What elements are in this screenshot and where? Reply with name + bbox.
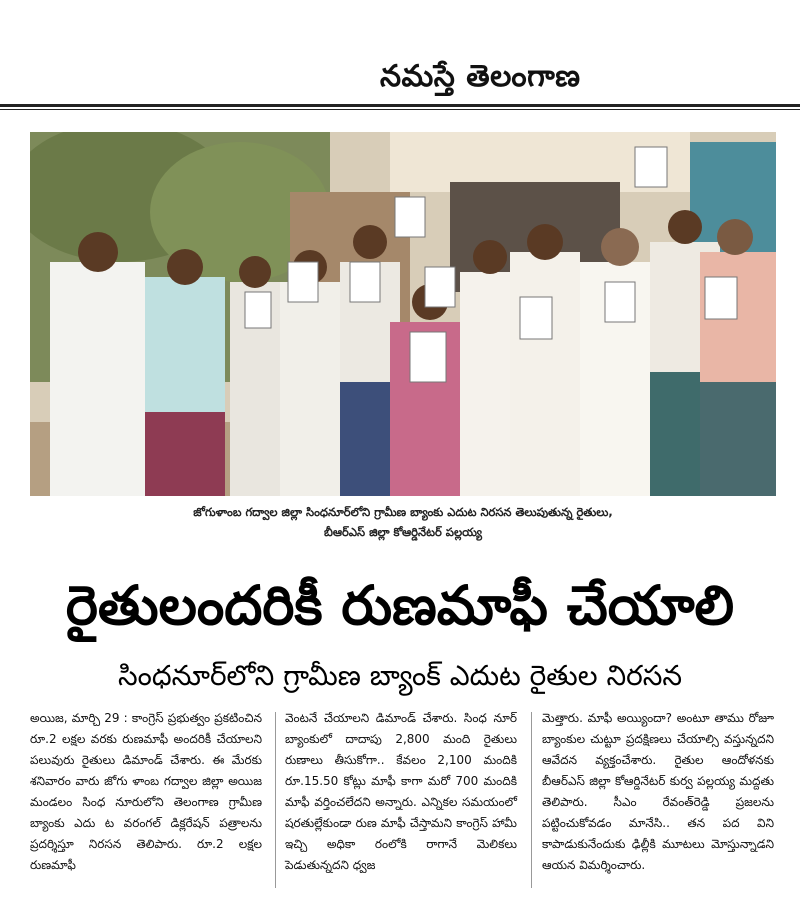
column-divider	[531, 712, 532, 888]
article-column-2-text: వెంటనే చేయాలని డిమాండ్‌ చేశారు. సింధ నూర్‌ బ్యాంకులో దాదాపు 2,800 మంది రైతులు రుణాలు తీసుకోగా.. కేవలం 2,100 మందికి రూ.15.50 కోట్లు మాఫీ కాగా మరో 700 మందికి మాఫీ వర్తించలేదని అన్నారు. ఎన్నికల సమయంలో షరతుల్లేకుండా రుణ మాఫీ చేస్తామని కాంగ్రెస్‌ హామీ ఇచ్చి అధికా రంలోకి రాగానే మెలికలు పెడుతున్నదని ధ్వజ	[285, 711, 517, 872]
article-column-3-text: మెత్తారు. మాఫీ అయ్యిందా? అంటూ తాము రోజూ బ్యాంకుల చుట్టూ ప్రదక్షిణలు చేయాల్సి వస్తున్నదని ఆవేదన వ్యక్తంచేశారు. రైతుల ఆందోళనకు బీఆర్‌ఎస్‌ జిల్లా కోఆర్డినేటర్‌ కుర్వ పల్లయ్య మద్దతు తెలిపారు. సీఎం రేవంత్‌రెడ్డి ప్రజలను పట్టించుకోవడం మానేసి.. తన పద విని కాపాడుకునేందుకు ఢిల్లీకి మూటలు మోస్తున్నాడని ఆయన విమర్శించారు.	[542, 711, 774, 872]
masthead-rule	[0, 104, 800, 107]
caption-line-1: జోగుళాంబ గద్వాల జిల్లా సింధనూర్‌లోని గ్రామీణ బ్యాంకు ఎదుట నిరసన తెలుపుతున్న రైతులు,	[193, 505, 613, 519]
article-subheadline: సింధనూర్‌లోని గ్రామీణ బ్యాంక్‌ ఎదుట రైతుల నిరసన	[117, 659, 683, 692]
article-headline: రైతులందరికీ రుణమాఫీ చేయాలి	[65, 574, 735, 637]
article-column-2	[285, 708, 517, 876]
article-body	[30, 708, 776, 898]
masthead-rule-thin	[0, 109, 800, 110]
column-divider	[275, 712, 276, 888]
news-photo	[30, 132, 776, 496]
caption-line-2: బీఆర్‌ఎస్‌ జిల్లా కోఆర్డినేటర్‌ పల్లయ్య	[323, 525, 483, 539]
masthead-title: నమస్తే తెలంగాణ	[380, 59, 581, 94]
article-column-1-text: అయిజ, మార్చి 29 : కాంగ్రెస్‌ ప్రభుత్వం ప్రకటించిన రూ.2 లక్షల వరకు రుణమాఫీ అందరికీ చేయాలని పలువురు రైతులు డిమాండ్‌ చేశారు. ఈ మేరకు శనివారం వారు జోగు ళాంబ గద్వాల జిల్లా అయిజ మండలం సింధ నూరులోని తెలంగాణ గ్రామీణ బ్యాంకు ఎదు ట వరంగల్‌ డిక్లరేషన్‌ పత్రాలను ప్రదర్శిస్తూ నిరసన తెలిపారు. రూ.2 లక్షల రుణమాఫీ	[30, 711, 262, 872]
photo-of-protesting-farmers-icon	[30, 132, 776, 496]
article-column-1	[30, 708, 262, 876]
article-column-3	[542, 708, 774, 876]
photo-caption	[30, 502, 776, 542]
